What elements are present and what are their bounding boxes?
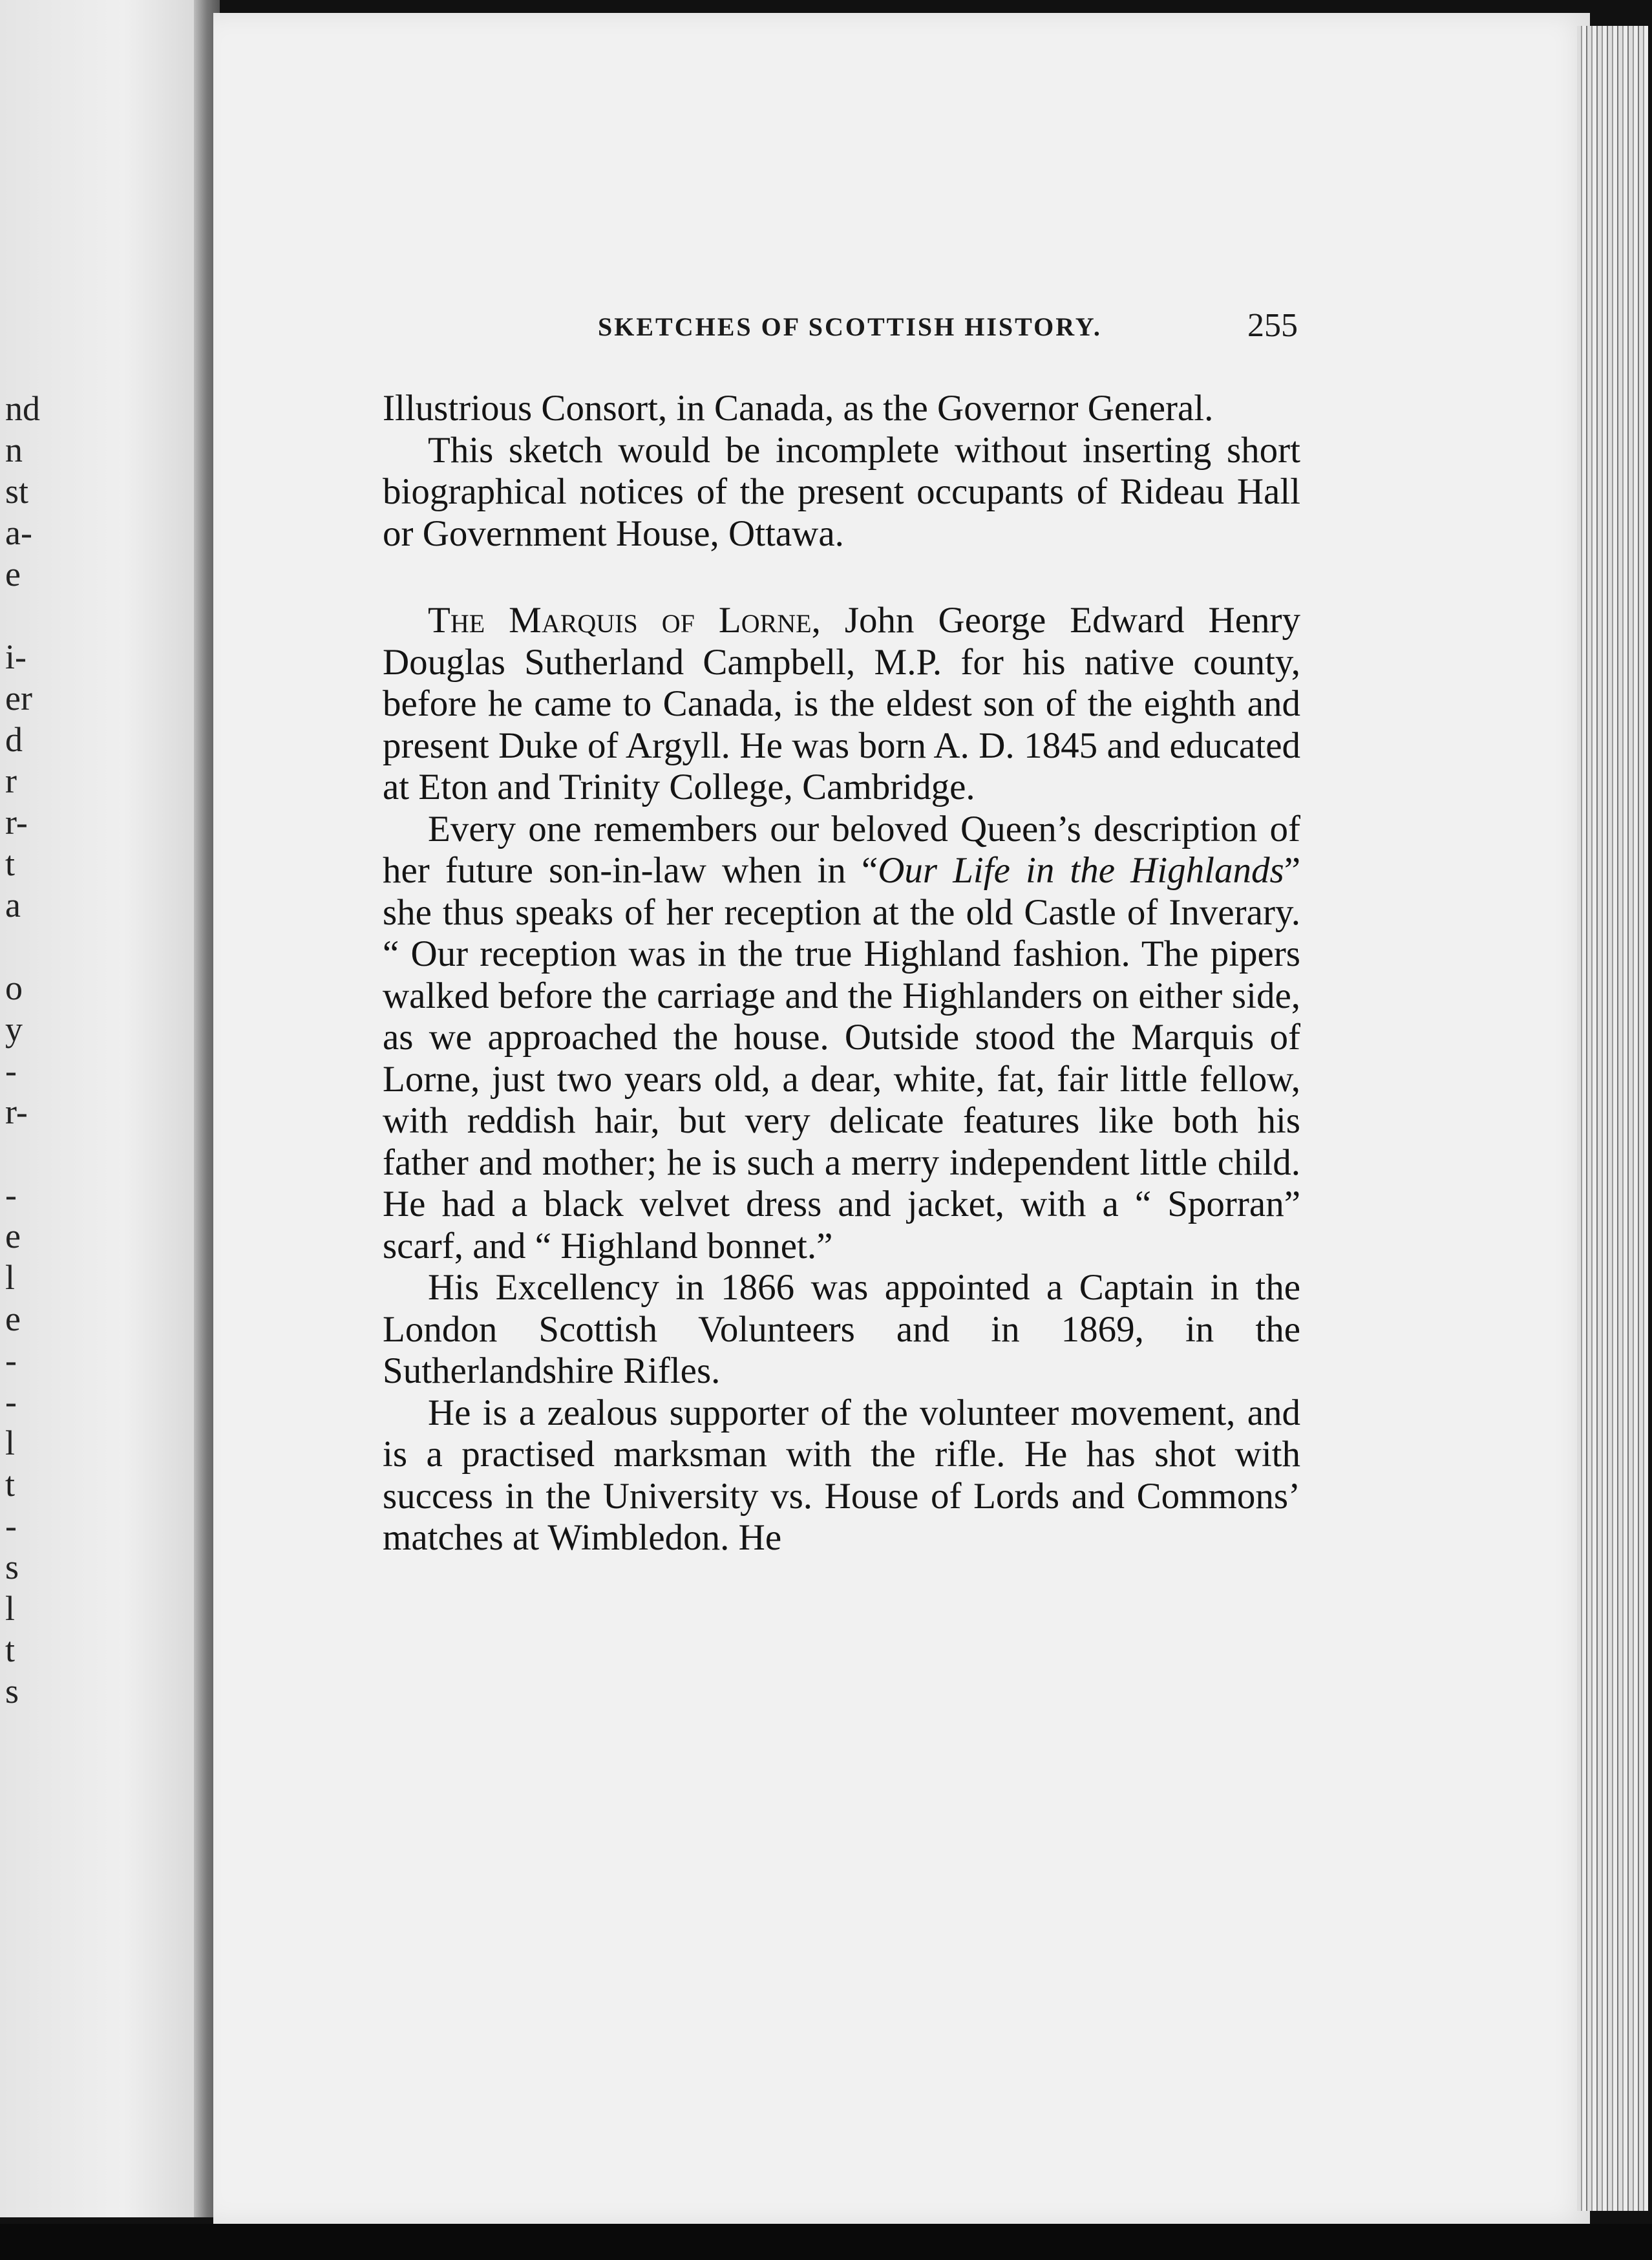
left-edge-fragment: i- <box>5 637 26 676</box>
paragraph: This sketch would be incomplete without inserting short biographical notices of the present occupants of Rideau Hall or Government House, Ottawa. <box>383 429 1300 554</box>
left-edge-fragment: t <box>5 1465 16 1504</box>
paragraph: He is a zealous supporter of the volunteer movement, and is a practised marksman with the rifle. He has shot with success in the University vs. House of Lords and Commons’ matches at Wimbledon. He <box>383 1392 1300 1558</box>
left-edge-fragment: r- <box>5 803 28 842</box>
left-edge-fragment: d <box>5 720 23 759</box>
left-edge-fragment: s <box>5 1548 19 1586</box>
left-edge-fragment: - <box>5 1341 17 1380</box>
left-edge-fragment: o <box>5 968 23 1007</box>
left-edge-fragment: a <box>5 886 21 924</box>
running-head: SKETCHES OF SCOTTISH HISTORY. <box>598 312 1102 341</box>
left-edge-fragment: t <box>5 844 16 883</box>
paragraph: Illustrious Consort, in Canada, as the Governor General. <box>383 388 1214 429</box>
book-title: Our Life in the Highlands <box>878 850 1284 891</box>
scan-border <box>0 2224 1652 2260</box>
left-edge-fragment <box>5 926 44 967</box>
paragraph: His Excellency in 1866 was appointed a Captain in the London Scottish Volunteers and in 1869, in the Sutherlandshire Rifles. <box>383 1267 1300 1391</box>
left-edge-fragment: - <box>5 1175 17 1214</box>
left-edge-fragment: t <box>5 1630 16 1669</box>
left-edge-fragment: nd <box>5 389 40 428</box>
left-edge-fragment: a- <box>5 513 32 552</box>
left-edge-fragment: - <box>5 1382 17 1421</box>
left-edge-fragment: e <box>5 1299 21 1338</box>
paragraph: Every one remembers our beloved Queen’s description of her future son-in-law when in “Our Life in the Highlands” she thus speaks of her reception at the old Castle of Inverary. “ Our reception was in the true Highland fashion. The pipers walked before the carriage and the Highlanders on either side, as we approached the house. Outside stood the Marquis of Lorne, just two years old, a dear, white, fat, fair little fellow, with reddish hair, but very delicate features like both his father and mother; he is such a merry independent little child. He had a black velvet dress and jacket, with a “ Sporran” scarf, and “ Highland bonnet.” <box>383 808 1300 1266</box>
left-edge-fragment: l <box>5 1258 16 1297</box>
left-edge-fragment: er <box>5 679 32 718</box>
left-edge-fragment: l <box>5 1423 16 1462</box>
page-edges <box>1577 26 1648 2211</box>
left-edge-fragment: - <box>5 1051 17 1090</box>
page-number: 255 <box>1247 307 1298 344</box>
left-edge-fragment: st <box>5 472 29 511</box>
paragraph: The Marquis of Lorne, John George Edward Henry Douglas Sutherland Campbell, M.P. for his native county, before he came to Canada, is the eldest son of the eighth and present Duke of Argyll. He was born A. D. 1845 and educated at Eton and Trinity College, Cambridge. <box>383 600 1300 807</box>
left-edge-fragment <box>5 595 44 636</box>
section-lead: The Marquis of Lorne, <box>428 600 821 641</box>
left-edge-fragment: s <box>5 1672 19 1711</box>
left-edge-fragment: - <box>5 1506 17 1545</box>
left-edge-fragment: n <box>5 431 23 469</box>
left-edge-fragment <box>5 1133 44 1174</box>
left-edge-fragment: r <box>5 762 17 800</box>
left-edge-fragment: r- <box>5 1093 28 1131</box>
left-edge-fragment: e <box>5 1217 21 1255</box>
left-edge-fragment: y <box>5 1010 23 1049</box>
left-edge-fragment: l <box>5 1589 16 1628</box>
left-page <box>0 0 207 2217</box>
body-text <box>383 388 1300 1559</box>
left-page-edge-text <box>5 388 44 1712</box>
left-edge-fragment: e <box>5 555 21 593</box>
